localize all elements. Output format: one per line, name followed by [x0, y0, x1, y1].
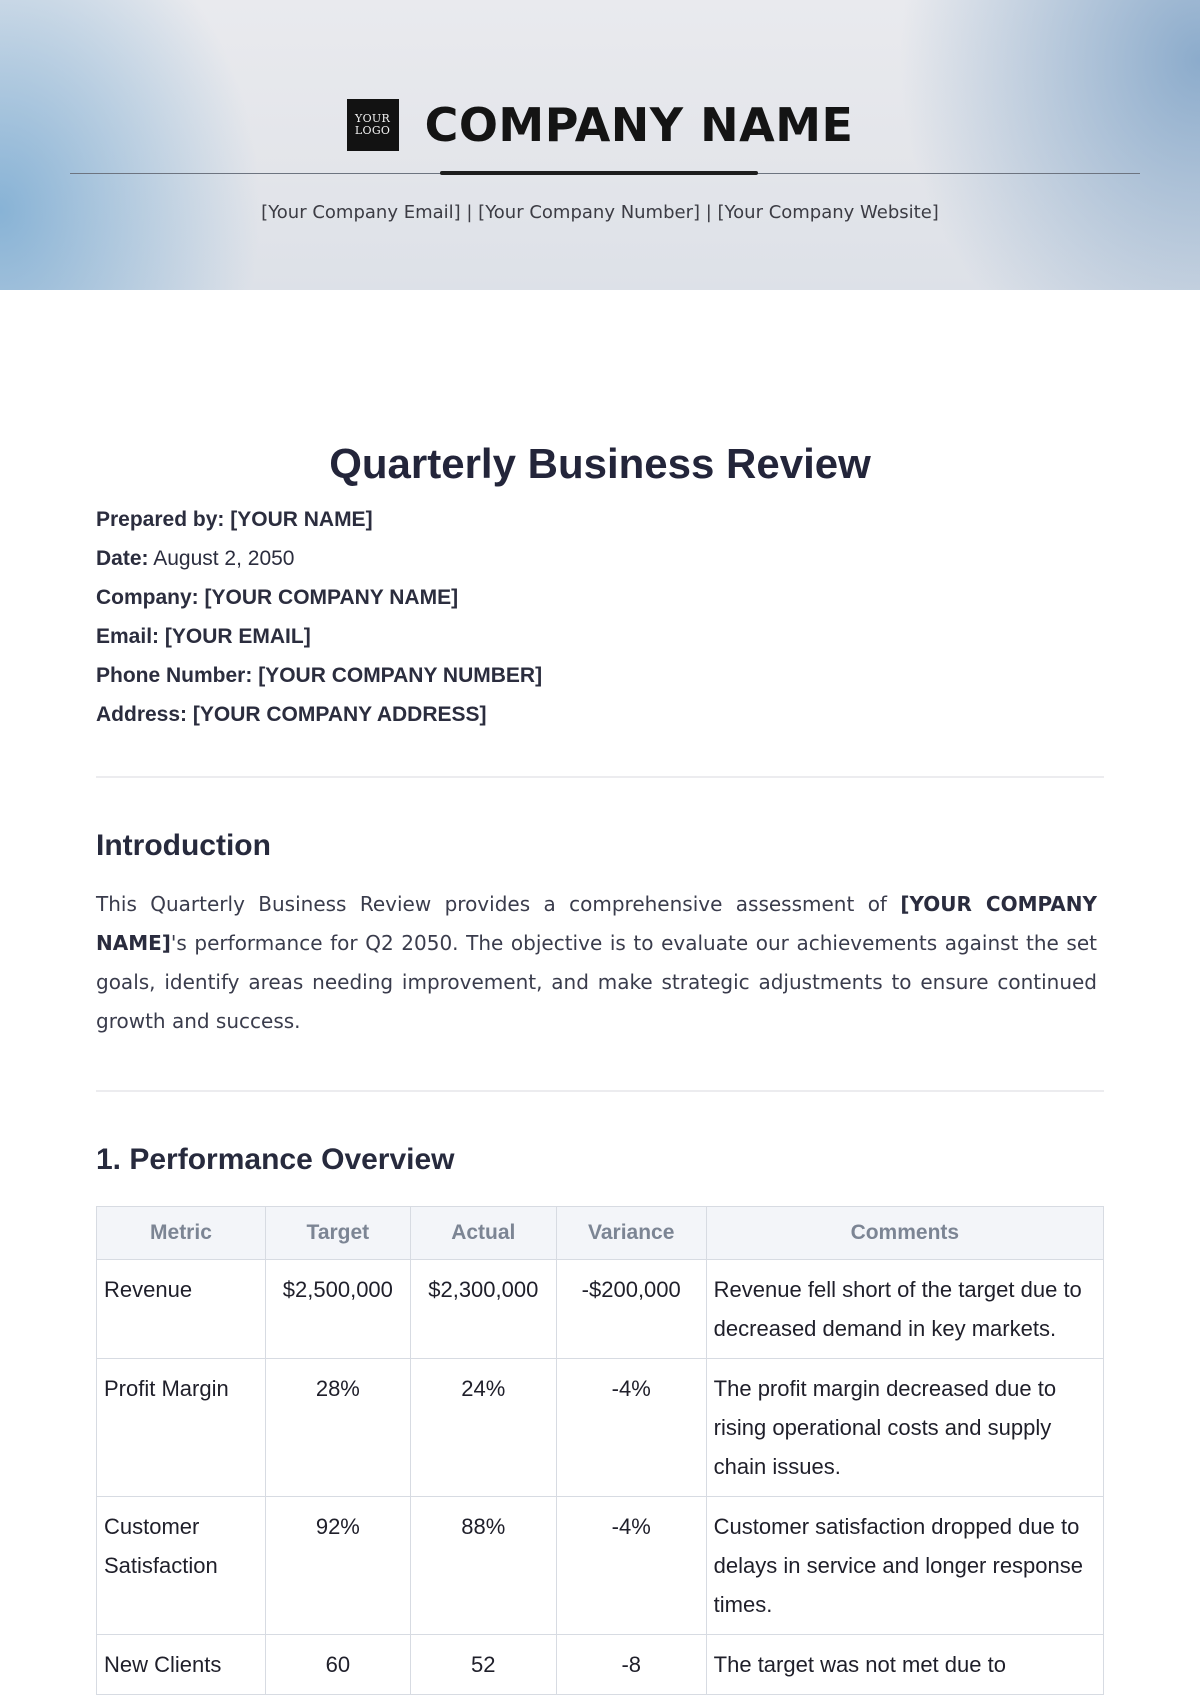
column-header-metric: Metric — [97, 1207, 266, 1260]
cell-comments: The profit margin decreased due to rising operational costs and supply chain issues. — [706, 1359, 1103, 1497]
meta-value: August 2, 2050 — [153, 547, 295, 570]
meta-label: Date: — [96, 547, 149, 570]
column-header-comments: Comments — [706, 1207, 1103, 1260]
table-header-row — [97, 1207, 1104, 1260]
contact-line: [Your Company Email] | [Your Company Number] | [Your Company Website] — [261, 202, 939, 223]
meta-value: [YOUR COMPANY NUMBER] — [258, 664, 543, 687]
meta-value: [YOUR COMPANY NAME] — [204, 586, 459, 609]
table-row — [97, 1359, 1104, 1497]
column-header-target: Target — [265, 1207, 410, 1260]
cell-variance: -4% — [556, 1359, 706, 1497]
cell-metric: Profit Margin — [97, 1359, 266, 1497]
header-divider-accent — [440, 171, 758, 175]
intro-text: This Quarterly Business Review provides a comprehensive assessment of — [96, 892, 901, 916]
brand — [0, 98, 1200, 152]
cell-actual: $2,300,000 — [410, 1260, 556, 1359]
cell-comments: Customer satisfaction dropped due to delays in service and longer response times. — [706, 1497, 1103, 1635]
cell-metric: Revenue — [97, 1260, 266, 1359]
meta-phone — [96, 656, 542, 695]
cell-metric: Customer Satisfaction — [97, 1497, 266, 1635]
column-header-variance: Variance — [556, 1207, 706, 1260]
header-banner — [0, 0, 1200, 290]
meta-value: [YOUR NAME] — [230, 508, 373, 531]
cell-metric: New Clients — [97, 1635, 266, 1695]
cell-actual: 24% — [410, 1359, 556, 1497]
section-divider — [96, 776, 1104, 778]
intro-text-continued: 's performance for Q2 2050. The objective is to evaluate our achievements against the set goals, identify areas needing improvement, and make strategic adjustments to ensure continued growth and success. — [96, 931, 1097, 1033]
meta-email — [96, 617, 542, 656]
document-title: Quarterly Business Review — [329, 440, 871, 487]
cell-comments: The target was not met due to — [706, 1635, 1103, 1695]
company-logo — [347, 99, 399, 151]
meta-label: Phone Number: — [96, 664, 253, 687]
meta-label: Email: — [96, 625, 160, 648]
logo-text-line1: YOUR — [355, 112, 391, 125]
performance-table — [96, 1206, 1104, 1695]
meta-prepared-by — [96, 500, 542, 539]
section-divider — [96, 1090, 1104, 1092]
cell-variance: -4% — [556, 1497, 706, 1635]
cell-actual: 52 — [410, 1635, 556, 1695]
performance-heading: 1. Performance Overview — [96, 1143, 455, 1176]
meta-date — [96, 539, 542, 578]
cell-actual: 88% — [410, 1497, 556, 1635]
table-row — [97, 1497, 1104, 1635]
table-row — [97, 1635, 1104, 1695]
logo-text-line2: LOGO — [354, 124, 391, 137]
cell-target: $2,500,000 — [265, 1260, 410, 1359]
table-row — [97, 1260, 1104, 1359]
introduction-paragraph — [96, 885, 1097, 1041]
introduction-heading: Introduction — [96, 829, 271, 862]
cell-target: 92% — [265, 1497, 410, 1635]
cell-target: 28% — [265, 1359, 410, 1497]
meta-company — [96, 578, 542, 617]
meta-label: Prepared by: — [96, 508, 225, 531]
intro-company-name: [YOUR COMPANY NAME] — [96, 892, 1097, 955]
column-header-actual: Actual — [410, 1207, 556, 1260]
meta-address — [96, 695, 542, 734]
cell-comments: Revenue fell short of the target due to decreased demand in key markets. — [706, 1260, 1103, 1359]
meta-value: [YOUR COMPANY ADDRESS] — [192, 703, 487, 726]
cell-variance: -8 — [556, 1635, 706, 1695]
cell-variance: -$200,000 — [556, 1260, 706, 1359]
meta-label: Company: — [96, 586, 199, 609]
meta-value: [YOUR EMAIL] — [164, 625, 311, 648]
meta-label: Address: — [96, 703, 188, 726]
document-meta — [96, 500, 542, 734]
cell-target: 60 — [265, 1635, 410, 1695]
company-name: COMPANY NAME — [424, 98, 854, 152]
